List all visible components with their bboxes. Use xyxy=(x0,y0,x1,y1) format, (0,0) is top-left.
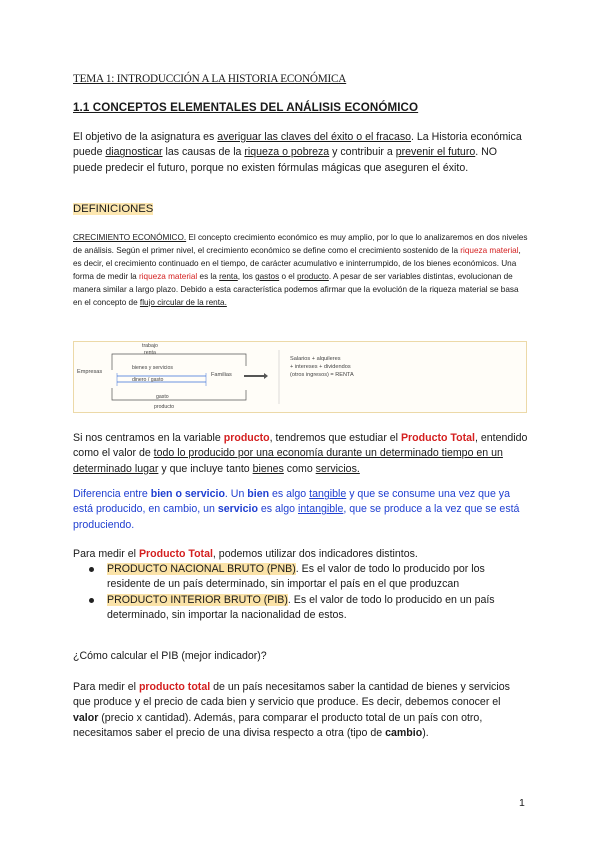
bien-text: , que se produce a la vez que se está produciendo. xyxy=(73,503,520,531)
definitions-heading: DEFINICIONES xyxy=(73,203,154,215)
producto-total-keyword: producto total xyxy=(138,681,211,693)
intro-text: . NO puede predecir el futuro, porque no existen fórmulas mágicas que aseguren el éxito. xyxy=(73,146,498,174)
chapter-title: TEMA 1: INTRODUCCIÓN A LA HISTORIA ECONÓMICA xyxy=(73,73,347,85)
diagram-label-empresas: Empresas xyxy=(77,369,103,375)
section-heading: 1.1 CONCEPTOS ELEMENTALES DEL ANÁLISIS ECONÓMICO xyxy=(73,101,419,114)
indicator-text: . Es el valor de todo lo producido en un país determinado, sin importar la nacionalidad de estos. xyxy=(107,593,495,621)
crecimiento-text: es la xyxy=(197,271,220,281)
bien-servicio-paragraph xyxy=(73,487,528,533)
producto-total-keyword: Producto Total xyxy=(400,432,475,444)
producto-total-keyword: Producto Total xyxy=(138,548,213,560)
diagram-label-producto: producto xyxy=(154,404,175,410)
intro-underline: diagnosticar xyxy=(105,146,163,159)
riqueza-material-term: riqueza material xyxy=(138,271,198,281)
bien-text: es algo xyxy=(269,488,310,500)
producto-keyword: producto xyxy=(223,432,270,444)
bien-text: . Un xyxy=(224,488,248,500)
intro-text: . La Historia económica puede xyxy=(73,131,522,159)
diagram-label-familias: Familias xyxy=(211,372,232,378)
servicio-term: servicio xyxy=(217,503,258,516)
diagram-label-renta: renta xyxy=(144,350,156,356)
diagram-legend-line3: (otros ingresos) = RENTA xyxy=(290,372,354,378)
crecimiento-text: El concepto crecimiento económico es muy amplio, por lo que lo analizaremos en dos niveles de análisis. Según el primer nivel, el crecimiento económico se define como el crecimiento sostenido de la xyxy=(73,233,528,255)
page-number: 1 xyxy=(519,797,525,809)
bullet-icon xyxy=(89,598,94,603)
indicator-text: . Es el valor de todo lo producido por los residente de un país determinado, sin importar el país en el que produzcan xyxy=(107,563,485,591)
list-item xyxy=(73,562,528,593)
question-line: ¿Cómo calcular el PIB (mejor indicador)? xyxy=(73,650,267,662)
producto-text: y que incluye tanto xyxy=(158,462,253,475)
producto-text: como xyxy=(283,462,316,475)
diagram-label-bienes: bienes y servicios xyxy=(132,365,173,371)
intro-text: El objetivo de la asignatura es xyxy=(73,131,218,143)
gastos-term: gastos xyxy=(255,271,280,281)
bien-text: y que se consume una vez que ya está producido, en cambio, un xyxy=(73,488,510,516)
diagram-legend-line1: Salarios + alquileres xyxy=(290,356,341,362)
diagram-label-trabajo: trabajo xyxy=(142,343,158,349)
crecimiento-text: , los xyxy=(237,271,256,281)
medir-text: , podemos utilizar dos indicadores distintos. xyxy=(212,548,418,560)
medir-paragraph xyxy=(73,547,528,562)
bien-text: es algo xyxy=(257,503,298,516)
crecimiento-text: o el xyxy=(279,271,297,281)
flujo-circular-term: flujo circular de la renta. xyxy=(139,297,227,307)
intro-underline: prevenir el futuro xyxy=(395,146,476,159)
calc-text: de un país necesitamos saber la cantidad de bienes y servicios que produce y el precio de cada bien y servicio que produce. Es decir, debemos conocer el xyxy=(73,681,510,709)
calc-text: ). xyxy=(422,726,429,739)
diagram-label-gasto: gasto xyxy=(156,394,169,400)
bien-text: Diferencia entre xyxy=(73,488,151,500)
indicator-term: PRODUCTO NACIONAL BRUTO (PNB) xyxy=(107,563,296,575)
calc-paragraph xyxy=(73,680,528,741)
diagram-legend-line2: + intereses + dividendos xyxy=(290,364,351,370)
calc-text: Para medir el xyxy=(73,681,139,693)
intro-text: y contribuir a xyxy=(329,146,396,159)
intro-underline: riqueza o pobreza xyxy=(244,146,330,159)
servicios-word: servicios. xyxy=(315,462,360,475)
renta-term: renta xyxy=(219,271,238,281)
crecimiento-term: CRECIMIENTO ECONÓMICO. xyxy=(73,233,187,242)
bien-term: bien xyxy=(247,488,270,500)
medir-text: Para medir el xyxy=(73,548,139,560)
producto-definition: todo lo producido por una economía durante un determinado tiempo en un determinado lugar xyxy=(73,447,503,475)
producto-text: , entendido como el valor de xyxy=(73,432,528,460)
bien-servicio-term: bien o servicio xyxy=(150,488,225,500)
riqueza-material-term: riqueza material xyxy=(460,245,519,255)
producto-term: producto xyxy=(296,271,329,281)
intro-paragraph xyxy=(73,130,528,176)
intangible-word: intangible xyxy=(298,503,344,516)
diagram-label-dinero: dinero / gasto xyxy=(132,377,164,383)
cambio-keyword: cambio xyxy=(385,726,423,739)
crecimiento-text: . A pesar de ser variables distintas, evolucionan de manera similar a largo plazo. Debido a esta característica podemos afirmar que la evolución de la riqueza material se basa en el concepto de xyxy=(73,271,519,307)
crecimiento-paragraph xyxy=(73,232,528,309)
calc-text: (precio x cantidad). Además, para comparar el producto total de un país con otro, necesitamos saber el precio de una divisa respecto a otra (tipo de xyxy=(73,711,483,739)
valor-keyword: valor xyxy=(73,711,99,724)
intro-underline: averiguar las claves del éxito o el fracaso xyxy=(217,131,412,143)
producto-paragraph xyxy=(73,431,528,477)
producto-text: Si nos centramos en la variable xyxy=(73,432,224,444)
circular-flow-diagram xyxy=(73,341,527,413)
list-item xyxy=(73,593,528,624)
indicators-list xyxy=(73,562,528,623)
crecimiento-text: , es decir, el crecimiento continuado en el tiempo, de carácter acumulativo e ininterrumpido, de los bienes económicos. Una forma de medir la xyxy=(73,245,521,281)
bienes-word: bienes xyxy=(252,462,284,475)
tangible-word: tangible xyxy=(309,488,347,500)
indicator-term: PRODUCTO INTERIOR BRUTO (PIB) xyxy=(107,593,288,606)
producto-text: , tendremos que estudiar el xyxy=(269,432,401,444)
bullet-icon xyxy=(89,567,94,572)
intro-text: las causas de la xyxy=(162,146,245,159)
